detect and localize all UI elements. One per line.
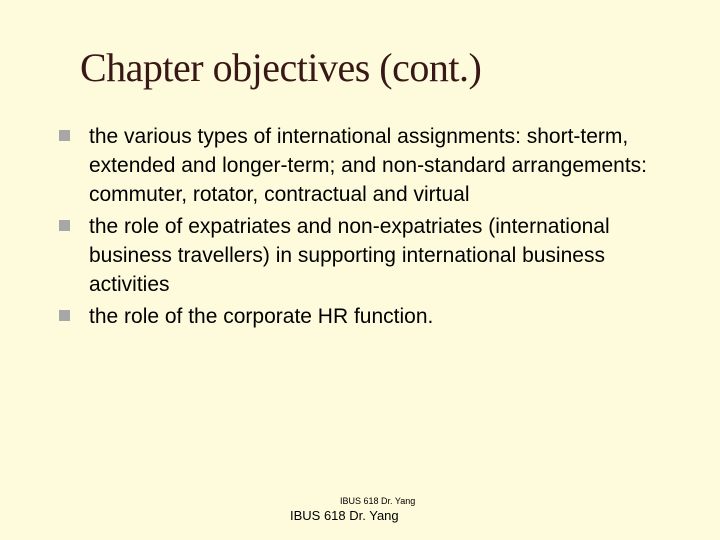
bullet-item — [58, 302, 678, 331]
footer-text: IBUS 618 Dr. Yang — [290, 508, 399, 523]
bullet-text: the various types of international assignments: short-term, extended and longer-term; and non-standard arrangements: commuter, rotator, contractual and virtual — [89, 125, 648, 206]
bullet-item — [58, 122, 678, 209]
square-bullet-icon — [59, 130, 70, 141]
slide-title: Chapter objectives (cont.) — [80, 45, 482, 90]
bullet-item — [58, 212, 678, 299]
square-bullet-icon — [59, 310, 70, 321]
bullet-text: the role of expatriates and non-expatriates (international business travellers) in supporting international business activities — [89, 215, 610, 296]
footer-small-text: IBUS 618 Dr. Yang — [340, 496, 416, 506]
bullet-list — [58, 122, 678, 334]
square-bullet-icon — [59, 220, 70, 231]
bullet-text: the role of the corporate HR function. — [89, 305, 434, 328]
